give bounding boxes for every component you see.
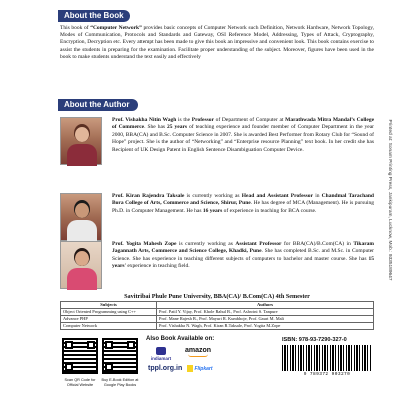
qr-caption: Scan QR Code for Official Website xyxy=(64,378,96,387)
about-book-heading: About the Book xyxy=(58,10,130,22)
back-cover xyxy=(56,0,378,400)
table-row xyxy=(61,316,374,323)
author-bio: Prof. Vishakha Nitin Wagh is the Professor of Department of Computer at Marathwada Mitra Mandal’s College of Commerce. She has 25 years of teaching experience and founder member of Computer Department in the year 2000, BBA(CA) and B.Sc. Computer Science in 2007. She is awarded Best Performer from Rotary Club for “Sound of Hope” project. She is the author of “Networking” and “Enterprise resource Planning” text book. In her credit she has Recipient of UK Design Patent in English Sentence Disambiguation Computer Device. xyxy=(112,117,375,153)
website-link[interactable]: tppl.org.in xyxy=(148,365,183,372)
subject-cell: Computer Network xyxy=(61,323,157,330)
author-block xyxy=(60,117,374,191)
author-photo xyxy=(60,193,102,241)
barcode xyxy=(282,345,372,371)
table-row xyxy=(61,309,374,316)
bottom-bar xyxy=(56,333,378,400)
printer-imprint: Printed at: Sonam Printing Press, Jankipuram, Lucknow, Mob.: 9335189647 xyxy=(387,119,392,281)
authors-cell: Prof. Patil Y. Vijay, Prof. Khole Rahul B., Prof. Ashwini S. Tanpure xyxy=(157,309,374,316)
about-book-text: This book of “Computer Network” provides basic concepts of Computer Network such Definition, Network Hardware, Network Topology, Modes of Communication, Protocols and Standards and Gateway, OSI Reference Model, Addressing, Types of Attack, Cryptography, Encryption, Decryption etc. Every attempt has been made to give this book an impressive and convenient look. This book contains exercise to assist the students in preparing for the examination. Facilitate proper understanding of the subject. Moreover, figures have been used in the book to make students understand the text easily and effectively xyxy=(60,25,374,60)
barcode-number: 9 789372 903270 xyxy=(303,372,351,377)
author-photo xyxy=(60,241,102,289)
university-line: Savitribai Phule Pune University, BBA(CA)/ B.Com(CA) 4th Semester xyxy=(124,293,310,300)
author-block xyxy=(60,241,374,287)
subject-cell: Advance PHP xyxy=(61,316,157,323)
authors-cell: Prof. Vishakha N. Wagh, Prof. Kiran R.Taksale, Prof. Yogita M.Zope xyxy=(157,323,374,330)
qr-code-website[interactable] xyxy=(62,338,98,374)
table-header: Subjects xyxy=(61,302,157,309)
table-row xyxy=(61,323,374,330)
flipkart-logo: Flipkart xyxy=(186,365,214,379)
author-bio: Prof. Kiran Rajendra Taksale is currently working as Head and Assistant Professor in Chandmal Tarachand Bora College of Arts, Commerce and Science, Shirur, Pune. He has degree of MCA (Management). He is pursuing Ph.D. in Computer Management. He has 16 years of experience in teaching for BCA course. xyxy=(112,193,374,214)
table-header: Authors xyxy=(157,302,374,309)
indiamart-logo: indiamart xyxy=(146,347,176,363)
author-photo xyxy=(60,117,102,165)
author-block xyxy=(60,193,374,239)
also-available-label: Also Book Available on: xyxy=(146,336,215,342)
authors-cell: Prof. Mane Rajesh B., Prof. Mayuri R. Kumbhoje, Prof. Gauri M. Mali xyxy=(157,316,374,323)
subject-cell: Object Oriented Programming using C++ xyxy=(61,309,157,316)
author-bio: Prof. Yogita Mahesh Zope is currently working as Assistant Professor for BBA(CA)/B.Com(CA) in Tikaram Jagannath Arts, Commerce and Science College, Khadki, Pune. She has completed B.Sc. and M.Sc. in Computer Science. She has experience in teaching different subjects of computers to bachelor and master course. She has 15 years’ experience in teaching field. xyxy=(112,241,375,270)
subjects-table xyxy=(60,301,374,330)
qr-code-ebook[interactable] xyxy=(102,338,138,374)
qr-caption: Buy E-Book Edition at Google Play Books xyxy=(101,378,139,387)
isbn-label: ISBN: 978-93-7290-327-0 xyxy=(282,337,347,343)
amazon-logo: amazon xyxy=(181,347,215,363)
about-author-heading: About the Author xyxy=(58,99,138,111)
